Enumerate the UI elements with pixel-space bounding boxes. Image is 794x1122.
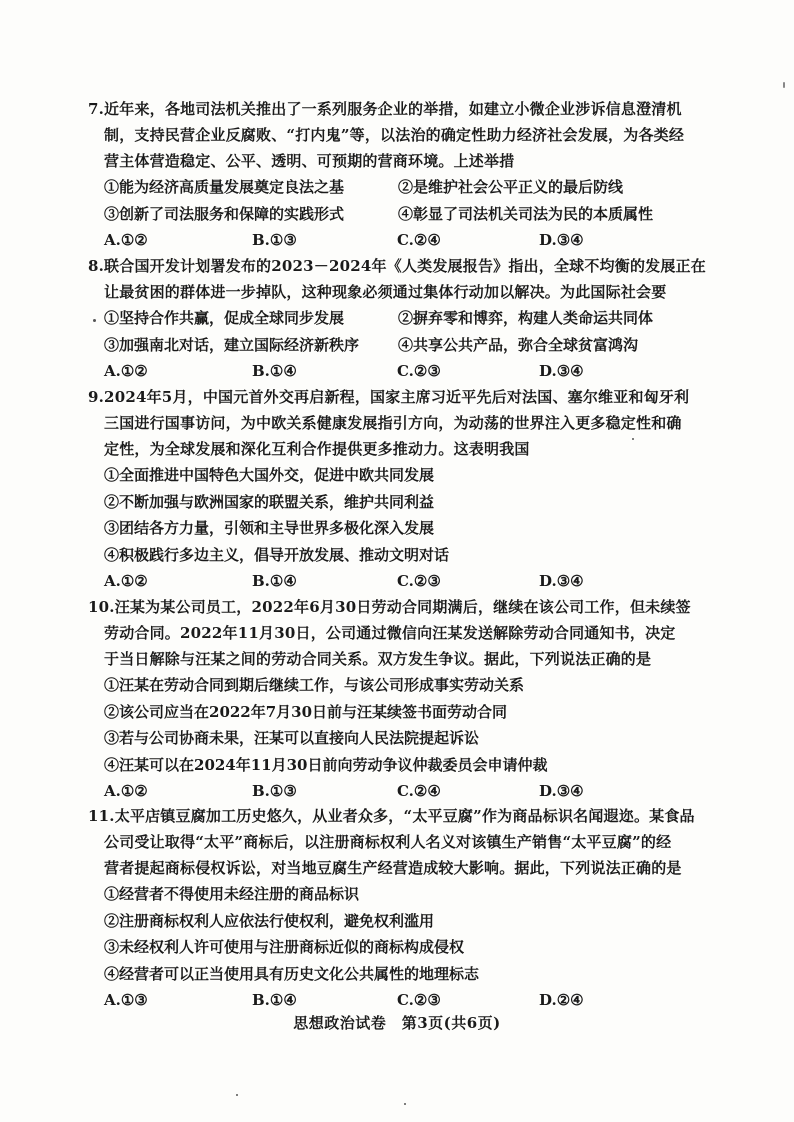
answer-b: B.①③ [252, 231, 297, 249]
option-1: ①全面推进中国特色大国外交，促进中欧共同发展 [104, 466, 435, 484]
option-1: ①汪某在劳动合同到期后继续工作，与该公司形成事实劳动关系 [104, 676, 525, 694]
answer-a: A.①② [104, 362, 148, 380]
question-stem [88, 384, 704, 462]
question-stem [88, 594, 704, 672]
scan-speck [236, 1094, 238, 1096]
answer-d: D.②④ [539, 991, 584, 1009]
stem-line: 定性，为全球发展和深化互利合作提供更多推动力。这表明我国 [104, 440, 530, 458]
option-4: ④彰显了司法机关司法为民的本质属性 [398, 204, 654, 223]
answer-c: C.②③ [397, 991, 441, 1009]
stem-line: 公司受让取得“太平”商标后，以注册商标权利人名义对该镇生产销售“太平豆腐”的经 [104, 833, 672, 851]
answer-choices [104, 568, 704, 595]
stem-line: 营者提起商标侵权诉讼，对当地豆腐生产经营造成较大影响。据此，下列说法正确的是 [104, 859, 682, 877]
stem-line: 三国进行国事访问，为中欧关系健康发展指引方向，为动荡的世界注入更多稳定性和确 [104, 414, 682, 432]
option-4: ④汪某可以在2024年11月30日前向劳动争议仲裁委员会申请仲裁 [104, 755, 548, 774]
option-1: ①坚持合作共赢，促成全球同步发展 [104, 309, 345, 327]
stem-line: 制，支持民营企业反腐败、“打内鬼”等，以法治的确定性助力经济社会发展，为各类经 [104, 126, 685, 144]
option-3: ③团结各方力量，引领和主导世界多极化深入发展 [104, 519, 435, 537]
option-4: ④积极践行多边主义，倡导开放发展、推动文明对话 [104, 545, 450, 564]
question-stem [88, 96, 704, 174]
answer-b: B.①④ [252, 572, 297, 590]
answer-a: A.①② [104, 572, 148, 590]
options-list [104, 462, 704, 568]
option-1: ①能为经济高质量发展奠定良法之基 [104, 178, 345, 196]
scan-speck [404, 1103, 406, 1105]
stem-line: 让最贫困的群体进一步掉队，这种现象必须通过集体行动加以解决。为此国际社会要 [104, 283, 667, 301]
question-9 [88, 384, 704, 595]
option-3: ③若与公司协商未果，汪某可以直接向人民法院提起诉讼 [104, 729, 480, 747]
answer-choices [104, 358, 704, 385]
option-3: ③创新了司法服务和保障的实践形式 [104, 204, 345, 223]
scan-speck [632, 438, 634, 440]
option-2: ②该公司应当在2022年7月30日前与汪某续签书面劳动合同 [104, 702, 508, 721]
scan-speck [93, 319, 96, 322]
answer-d: D.③④ [539, 572, 584, 590]
question-11 [88, 803, 704, 1014]
option-2: ②不断加强与欧洲国家的联盟关系，维护共同利益 [104, 492, 435, 511]
options-list [104, 305, 704, 358]
stem-line: 8.联合国开发计划署发布的2023－2024年《人类发展报告》指出，全球不均衡的发展正在 [88, 257, 706, 275]
options-list [104, 174, 704, 227]
answer-b: B.①③ [252, 782, 297, 800]
question-10 [88, 594, 704, 805]
option-2: ②注册商标权利人应依法行使权利，避免权利滥用 [104, 911, 435, 930]
stem-line: 9.2024年5月，中国元首外交再启新程，国家主席习近平先后对法国、塞尔维亚和匈牙利 [88, 388, 690, 406]
option-3: ③加强南北对话，建立国际经济新秩序 [104, 335, 360, 354]
option-4: ④经营者可以正当使用具有历史文化公共属性的地理标志 [104, 964, 480, 983]
answer-choices [104, 778, 704, 805]
answer-choices [104, 227, 704, 254]
answer-b: B.①④ [252, 991, 297, 1009]
question-8 [88, 253, 706, 385]
answer-a: A.①③ [104, 991, 148, 1009]
stem-line: 7.近年来，各地司法机关推出了一系列服务企业的举措，如建立小微企业涉诉信息澄清机 [88, 100, 682, 118]
stem-line: 11.太平店镇豆腐加工历史悠久，从业者众多，“太平豆腐”作为商品标识名闻遐迩。某食品 [88, 807, 695, 825]
page-footer: 思想政治试卷 第3页(共6页) [293, 1014, 501, 1032]
scan-speck [783, 82, 785, 88]
stem-line: 10.汪某为某公司员工，2022年6月30日劳动合同期满后，继续在该公司工作，但未续签 [88, 598, 691, 616]
answer-d: D.③④ [539, 231, 584, 249]
answer-d: D.③④ [539, 362, 584, 380]
option-4: ④共享公共产品，弥合全球贫富鸿沟 [398, 335, 639, 354]
answer-c: C.②③ [397, 572, 441, 590]
answer-a: A.①② [104, 231, 148, 249]
options-list [104, 672, 704, 778]
option-1: ①经营者不得使用未经注册的商品标识 [104, 885, 360, 903]
answer-c: C.②④ [397, 782, 441, 800]
answer-d: D.③④ [539, 782, 584, 800]
answer-b: B.①④ [252, 362, 297, 380]
option-2: ②是维护社会公平正义的最后防线 [398, 178, 624, 196]
answer-c: C.②④ [397, 231, 441, 249]
option-2: ②摒弃零和博弈，构建人类命运共同体 [398, 309, 654, 327]
option-3: ③未经权利人许可使用与注册商标近似的商标构成侵权 [104, 938, 465, 956]
stem-line: 劳动合同。2022年11月30日，公司通过微信向汪某发送解除劳动合同通知书，决定 [104, 624, 676, 642]
stem-line: 营主体营造稳定、公平、透明、可预期的营商环境。上述举措 [104, 152, 515, 170]
question-stem [88, 803, 704, 881]
stem-line: 于当日解除与汪某之间的劳动合同关系。双方发生争议。据此，下列说法正确的是 [104, 650, 652, 668]
question-stem [88, 253, 706, 305]
answer-c: C.②③ [397, 362, 441, 380]
answer-a: A.①② [104, 782, 148, 800]
question-7 [88, 96, 704, 254]
options-list [104, 881, 704, 987]
answer-choices [104, 987, 704, 1014]
